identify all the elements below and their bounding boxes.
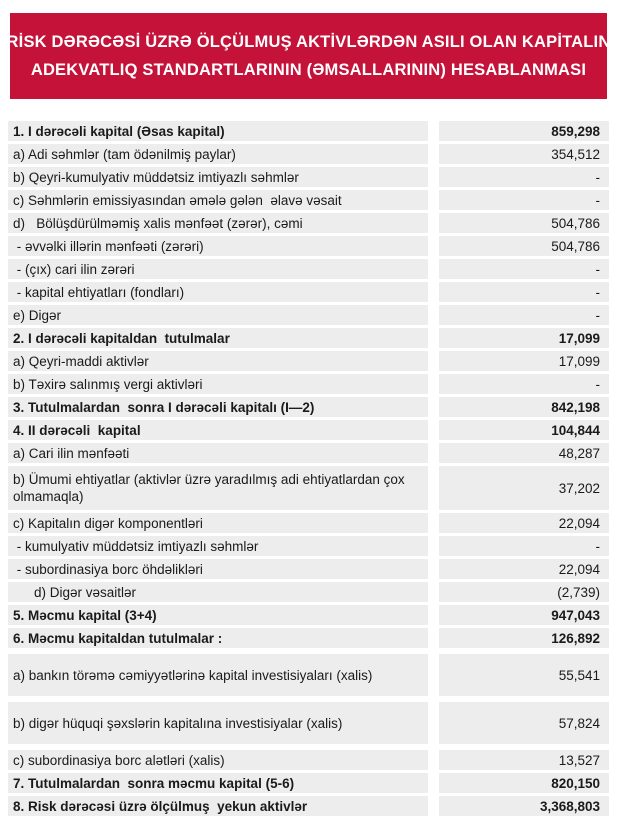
row-value: 13,527 bbox=[439, 750, 609, 770]
column-gutter bbox=[428, 513, 439, 533]
row-value: - bbox=[439, 305, 609, 325]
column-gutter bbox=[428, 773, 439, 793]
row-label: a) Qeyri-maddi aktivlər bbox=[8, 351, 428, 371]
column-gutter bbox=[428, 351, 439, 371]
row-value: - bbox=[439, 259, 609, 279]
table-row bbox=[8, 282, 609, 302]
column-gutter bbox=[428, 420, 439, 440]
column-gutter bbox=[428, 582, 439, 602]
column-gutter bbox=[428, 796, 439, 816]
row-value: 17,099 bbox=[439, 328, 609, 348]
column-gutter bbox=[428, 328, 439, 348]
row-label: 7. Tutulmalardan sonra məcmu kapital (5-6) bbox=[8, 773, 428, 793]
table-row bbox=[8, 796, 609, 816]
column-gutter bbox=[428, 654, 439, 696]
table-row bbox=[8, 144, 609, 164]
table-row bbox=[8, 702, 609, 744]
row-label: b) Ümumi ehtiyatlar (aktivlər üzrə yaradılmış adi ehtiyatlardan çox olmamaqla) bbox=[8, 466, 428, 510]
table-row bbox=[8, 190, 609, 210]
row-label: 2. I dərəcəli kapitaldan tutulmalar bbox=[8, 328, 428, 348]
table-row bbox=[8, 466, 609, 510]
row-value: 37,202 bbox=[439, 466, 609, 510]
report-title-banner bbox=[6, 13, 611, 99]
row-label: - subordinasiya borc öhdəlikləri bbox=[8, 559, 428, 579]
row-value: 22,094 bbox=[439, 513, 609, 533]
table-row bbox=[8, 328, 609, 348]
row-label: - kumulyativ müddətsiz imtiyazlı səhmlər bbox=[8, 536, 428, 556]
table-row bbox=[8, 374, 609, 394]
row-label: b) digər hüquqi şəxslərin kapitalına investisiyalar (xalis) bbox=[8, 702, 428, 744]
row-label: 4. II dərəcəli kapital bbox=[8, 420, 428, 440]
table-row bbox=[8, 397, 609, 417]
table-row bbox=[8, 351, 609, 371]
table-row bbox=[8, 236, 609, 256]
row-value: - bbox=[439, 374, 609, 394]
capital-adequacy-table bbox=[8, 121, 609, 819]
table-row bbox=[8, 605, 609, 625]
column-gutter bbox=[428, 536, 439, 556]
table-row bbox=[8, 513, 609, 533]
row-value: 3,368,803 bbox=[439, 796, 609, 816]
column-gutter bbox=[428, 374, 439, 394]
column-gutter bbox=[428, 121, 439, 141]
row-value: 17,099 bbox=[439, 351, 609, 371]
table-row bbox=[8, 259, 609, 279]
table-row bbox=[8, 213, 609, 233]
row-label: d) Digər vəsaitlər bbox=[8, 582, 428, 602]
row-value: 504,786 bbox=[439, 236, 609, 256]
row-value: 859,298 bbox=[439, 121, 609, 141]
row-value: - bbox=[439, 536, 609, 556]
column-gutter bbox=[428, 443, 439, 463]
row-label: 6. Məcmu kapitaldan tutulmalar : bbox=[8, 628, 428, 648]
row-label: - kapital ehtiyatları (fondları) bbox=[8, 282, 428, 302]
table-row bbox=[8, 773, 609, 793]
column-gutter bbox=[428, 628, 439, 648]
row-value: 22,094 bbox=[439, 559, 609, 579]
column-gutter bbox=[428, 282, 439, 302]
row-value: 947,043 bbox=[439, 605, 609, 625]
table-row bbox=[8, 121, 609, 141]
row-value: 104,844 bbox=[439, 420, 609, 440]
table-row bbox=[8, 654, 609, 696]
table-row bbox=[8, 167, 609, 187]
row-label: b) Qeyri-kumulyativ müddətsiz imtiyazlı səhmlər bbox=[8, 167, 428, 187]
report-title-line2: ADEKVATLIQ STANDARTLARININ (ƏMSALLARININ) HESABLANMASI bbox=[30, 61, 587, 79]
table-row bbox=[8, 443, 609, 463]
row-value: 842,198 bbox=[439, 397, 609, 417]
report-title-line1: RİSK DƏRƏCƏSİ ÜZRƏ ÖLÇÜLMUŞ AKTİVLƏRDƏN ASILI OLAN KAPİTALIN bbox=[6, 33, 611, 51]
column-gutter bbox=[428, 236, 439, 256]
column-gutter bbox=[428, 259, 439, 279]
row-value: 126,892 bbox=[439, 628, 609, 648]
row-label: a) Adi səhmlər (tam ödənilmiş paylar) bbox=[8, 144, 428, 164]
column-gutter bbox=[428, 559, 439, 579]
column-gutter bbox=[428, 305, 439, 325]
column-gutter bbox=[428, 750, 439, 770]
column-gutter bbox=[428, 144, 439, 164]
table-row bbox=[8, 536, 609, 556]
table-row bbox=[8, 750, 609, 770]
row-label: c) Kapitalın digər komponentləri bbox=[8, 513, 428, 533]
row-label: - (çıx) cari ilin zərəri bbox=[8, 259, 428, 279]
table-row bbox=[8, 559, 609, 579]
row-value: 55,541 bbox=[439, 654, 609, 696]
table-row bbox=[8, 582, 609, 602]
column-gutter bbox=[428, 702, 439, 744]
table-row bbox=[8, 305, 609, 325]
column-gutter bbox=[428, 397, 439, 417]
row-label: 5. Məcmu kapital (3+4) bbox=[8, 605, 428, 625]
row-label: 1. I dərəcəli kapital (Əsas kapital) bbox=[8, 121, 428, 141]
row-label: d) Bölüşdürülməmiş xalis mənfəət (zərər), cəmi bbox=[8, 213, 428, 233]
row-label: a) Cari ilin mənfəəti bbox=[8, 443, 428, 463]
row-label: c) Səhmlərin emissiyasından əmələ gələn əlavə vəsait bbox=[8, 190, 428, 210]
row-value: 354,512 bbox=[439, 144, 609, 164]
row-value: 820,150 bbox=[439, 773, 609, 793]
table-row bbox=[8, 420, 609, 440]
row-value: 57,824 bbox=[439, 702, 609, 744]
column-gutter bbox=[428, 213, 439, 233]
row-label: c) subordinasiya borc alətləri (xalis) bbox=[8, 750, 428, 770]
row-value: - bbox=[439, 167, 609, 187]
column-gutter bbox=[428, 466, 439, 510]
row-label: b) Təxirə salınmış vergi aktivləri bbox=[8, 374, 428, 394]
row-value: (2,739) bbox=[439, 582, 609, 602]
row-label: 8. Risk dərəcəsi üzrə ölçülmuş yekun aktivlər bbox=[8, 796, 428, 816]
column-gutter bbox=[428, 605, 439, 625]
row-label: a) bankın törəmə cəmiyyətlərinə kapital investisiyaları (xalis) bbox=[8, 654, 428, 696]
column-gutter bbox=[428, 190, 439, 210]
table-row bbox=[8, 628, 609, 648]
row-label: - əvvəlki illərin mənfəəti (zərəri) bbox=[8, 236, 428, 256]
row-value: 48,287 bbox=[439, 443, 609, 463]
row-value: 504,786 bbox=[439, 213, 609, 233]
column-gutter bbox=[428, 167, 439, 187]
row-value: - bbox=[439, 282, 609, 302]
row-value: - bbox=[439, 190, 609, 210]
row-label: e) Digər bbox=[8, 305, 428, 325]
row-label: 3. Tutulmalardan sonra I dərəcəli kapitalı (I—2) bbox=[8, 397, 428, 417]
